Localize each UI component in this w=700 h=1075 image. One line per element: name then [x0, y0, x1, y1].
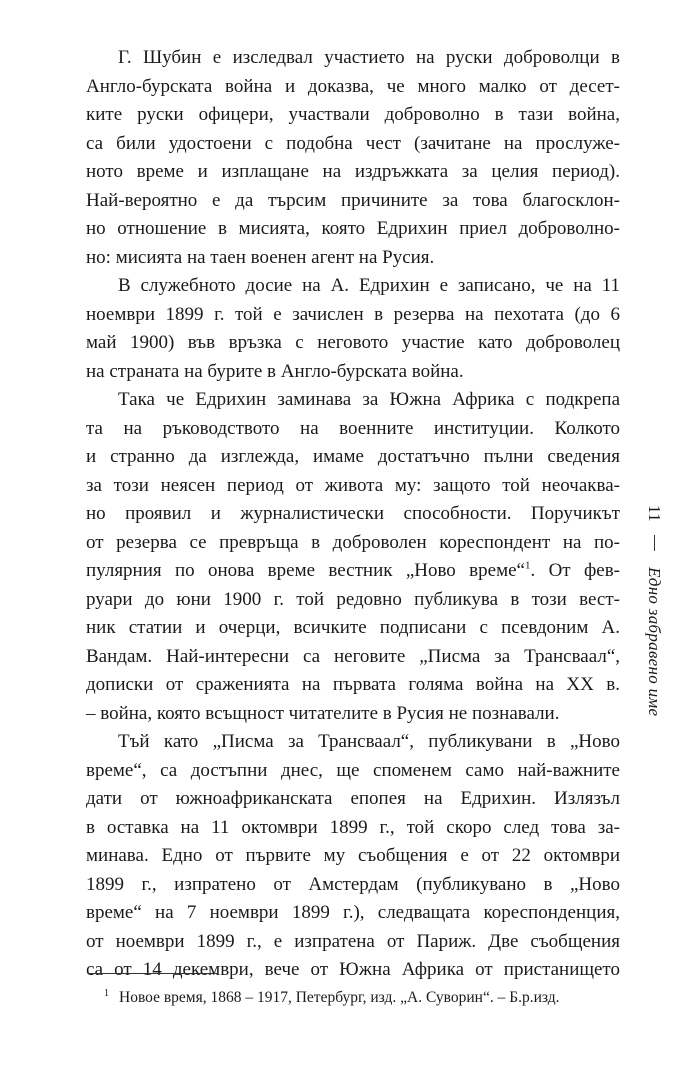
- text-line: 1899 г., изпратено от Амстердам (публикувано в „Ново: [86, 873, 620, 895]
- text-line: минава. Едно от първите му съобщения е от 22 октомври: [86, 845, 620, 866]
- footnote-divider: [88, 973, 218, 974]
- text-line: Англо-бурската война и доказва, че много малко от десет-: [86, 75, 620, 97]
- footnote-mark: 1: [104, 988, 109, 999]
- text-line: Г. Шубин е изследвал участието на руски доброволци в: [118, 47, 620, 68]
- paragraph-3: [86, 386, 620, 728]
- text-line: са от 14 декември, вече от Южна Африка от пристанището: [86, 959, 620, 980]
- text-line: но: мисията на таен военен агент на Русия.: [86, 246, 435, 268]
- paragraph-1: [86, 44, 620, 272]
- running-head: [644, 505, 664, 716]
- text-line: и странно да изглежда, имаме достатъчно пълни сведения: [86, 446, 620, 467]
- text-line: Най-вероятно е да търсим причините за това благосклон-: [86, 189, 620, 211]
- text-line: Тъй като „Писма за Трансваал“, публикувани в „Ново: [118, 731, 620, 752]
- text-line: дати от южноафриканската епопея на Едрихин. Излязъл: [86, 788, 620, 809]
- text-line: от резерва се превръща в доброволен кореспондент на по-: [86, 531, 620, 553]
- body-text: [86, 44, 620, 985]
- text-line: ник статии и очерци, всичките подписани с псевдоним А.: [86, 617, 620, 638]
- text-line: ноември 1899 г. той е зачислен в резерва на пехотата (до 6: [86, 303, 620, 325]
- text-line: от ноември 1899 г., е изпратена от Париж. Две съобщения: [86, 930, 620, 952]
- text-line: – война, която всъщност читателите в Русия не познавали.: [86, 702, 560, 724]
- footnote: [104, 984, 624, 1008]
- text-line: Така че Едрихин заминава за Южна Африка с подкрепа: [118, 389, 620, 410]
- text-line: за този неясен период от живота му: защото той неочаква-: [86, 474, 620, 496]
- text-line: време“, са достъпни днес, ще споменем само най-важните: [86, 759, 620, 781]
- text-line: в оставка на 11 октомври 1899 г., той скоро след това за-: [86, 816, 620, 838]
- text-line: дописки от сраженията на първата голяма война на XX в.: [86, 674, 620, 695]
- text-segment: . От фев-: [530, 560, 620, 581]
- footnote-text: Новое время, 1868 – 1917, Петербург, изд. „А. Суворин“. – Б.р.изд.: [119, 989, 560, 1007]
- paragraph-2: [86, 272, 620, 386]
- text-line: ките руски офицери, участвали доброволно в тази война,: [86, 104, 620, 125]
- text-line: Вандам. Най-интересни са неговите „Писма за Трансваал“,: [86, 645, 620, 667]
- text-line: руари до юни 1900 г. той редовно публикува в този вест-: [86, 588, 620, 610]
- footnote-reference[interactable]: 1: [524, 559, 531, 572]
- paragraph-4: [86, 728, 620, 985]
- text-line-with-footnote: [86, 557, 620, 586]
- text-line: В служебното досие на А. Едрихин е записано, че на 11: [118, 275, 620, 296]
- text-line: ното време и изплащане на издръжката за целия период).: [86, 161, 620, 182]
- text-segment: пулярния по онова време вестник „Ново време“: [86, 560, 525, 581]
- text-line: та на ръководството на военните институции. Колкото: [86, 417, 620, 439]
- text-line: но отношение в мисията, която Едрихин приел доброволно-: [86, 218, 620, 239]
- text-line: на страната на бурите в Англо-бурската война.: [86, 360, 464, 382]
- running-head-separator: [654, 535, 655, 551]
- text-line: са били удостоени с подобна чест (зачитане на прослуже-: [86, 132, 620, 154]
- text-line: но проявил и журналистически способности. Поручикът: [86, 503, 620, 524]
- running-head-title: Едно забравено име: [645, 567, 664, 717]
- text-line: май 1900) във връзка с неговото участие като доброволец: [86, 332, 620, 353]
- page-number: 11: [645, 505, 664, 522]
- text-line: време“ на 7 ноември 1899 г.), следващата кореспонденция,: [86, 902, 620, 923]
